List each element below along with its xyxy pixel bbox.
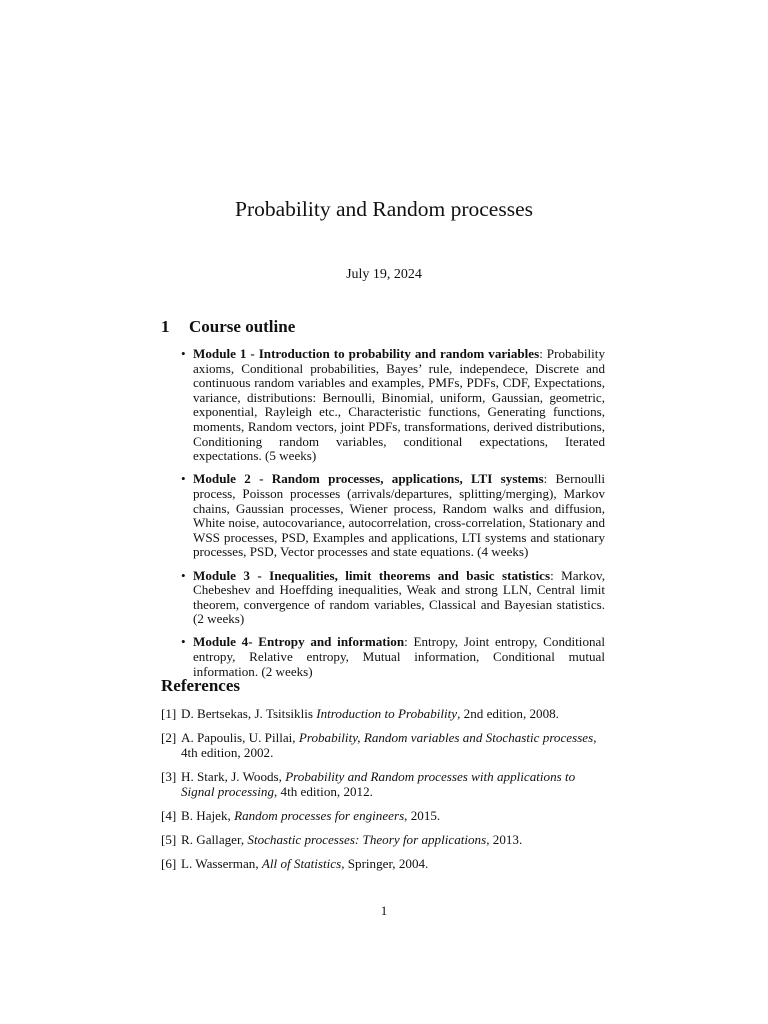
reference-item (161, 707, 607, 722)
reference-number: [5] (161, 831, 177, 847)
reference-details: , 2nd edition, 2008. (457, 706, 559, 721)
reference-title: Random processes for engineers (234, 807, 405, 823)
module-heading: Module 4- Entropy and information (193, 634, 405, 650)
reference-authors: D. Bertsekas, J. Tsitsiklis (181, 706, 317, 721)
reference-item (161, 833, 607, 848)
module-description: : Probability axioms, Conditional probabilities, Bayes’ rule, independece, Discrete and continuous random variables and examples, PMFs, PDFs, CDF, Expectations, variance, distributions: Bernoulli, Binomial, uniform, Gaussian, geometric, exponential, Rayleigh etc., Characteristic functions, Generating functions, moments, Random vectors, joint PDFs, transformations, derived distributions, Conditioning random variables, conditional expectations, Iterated expectations. (5 weeks) (193, 346, 605, 464)
section-title: Course outline (189, 317, 296, 336)
reference-authors: A. Papoulis, U. Pillai, (181, 730, 299, 746)
bullet-marker: • (181, 346, 186, 361)
reference-details: , 2013. (486, 831, 523, 847)
bullet-marker: • (181, 471, 186, 487)
reference-item (161, 857, 607, 872)
page-number: 1 (380, 903, 388, 918)
reference-title: Introduction to Probability (316, 706, 458, 721)
module-heading: Module 2 - Random processes, applications, LTI systems (193, 471, 544, 487)
reference-number: [4] (161, 807, 177, 823)
reference-number: [3] (161, 768, 177, 784)
reference-details: , 4th edition, 2012. (274, 783, 373, 799)
reference-authors: L. Wasserman, (181, 856, 262, 872)
reference-details: , Springer, 2004. (341, 856, 429, 872)
bullet-marker: • (181, 634, 186, 650)
reference-number: [6] (161, 856, 177, 872)
reference-item (161, 770, 607, 799)
module-heading: Module 1 - Introduction to probability and random variables (193, 346, 540, 361)
reference-authors: B. Hajek, (181, 807, 235, 823)
reference-details: , 2015. (404, 807, 441, 823)
reference-title: Probability and Random processes with applications to Signal processing (181, 768, 576, 799)
module-heading: Module 3 - Inequalities, limit theorems and basic statistics (193, 567, 551, 583)
module-list (181, 347, 605, 688)
module-item (181, 472, 605, 560)
reference-title: All of Statistics (261, 856, 342, 872)
module-description: : Bernoulli process, Poisson processes (arrivals/departures, splitting/merging), Markov chains, Gaussian processes, Wiener process, Random walks and diffusion, White noise, autocovariance, autocorrelation, cross-correlation, Stationary and WSS processes, PSD, Examples and applications, LTI systems and stationary processes, PSD, Vector processes and state equations. (4 weeks) (193, 471, 605, 560)
module-item (181, 635, 605, 679)
module-description: : Entropy, Joint entropy, Conditional entropy, Relative entropy, Mutual information, Conditional mutual information. (2 weeks) (193, 634, 605, 679)
reference-list (161, 707, 607, 881)
reference-title: Stochastic processes: Theory for applications (247, 831, 487, 847)
module-item (181, 569, 605, 627)
references-heading: References (161, 676, 240, 695)
module-item (181, 347, 605, 464)
reference-item (161, 809, 607, 824)
reference-details: , 4th edition, 2002. (181, 730, 597, 760)
reference-number: [2] (161, 730, 177, 746)
section-number: 1 (161, 317, 170, 336)
reference-number: [1] (161, 706, 177, 721)
reference-authors: H. Stark, J. Woods, (181, 768, 286, 784)
document-title: Probability and Random processes (235, 197, 533, 221)
reference-title: Probability, Random variables and Stochastic processes (298, 730, 594, 746)
bullet-marker: • (181, 567, 186, 583)
module-description: : Markov, Chebeshev and Hoeffding inequalities, Weak and strong LLN, Central limit theorem, convergence of random variables, Classical and Bayesian statistics. (2 weeks) (193, 567, 606, 627)
reference-authors: R. Gallager, (181, 831, 248, 847)
document-date: July 19, 2024 (346, 267, 422, 282)
section-heading (161, 316, 295, 338)
reference-item (161, 731, 607, 760)
